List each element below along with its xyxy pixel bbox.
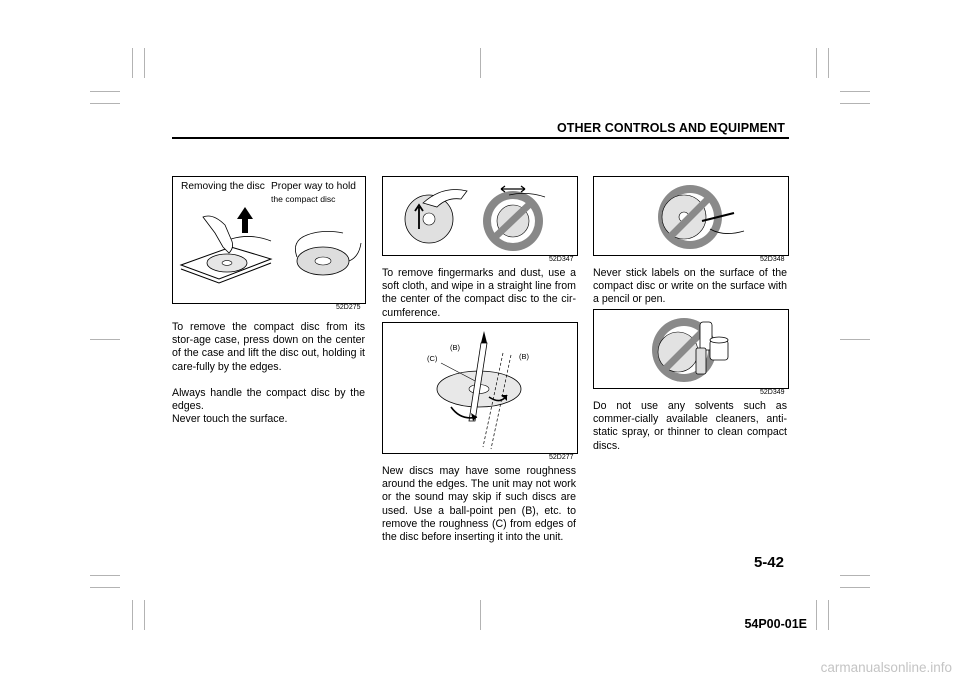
paragraph: To remove the compact disc from its stor-age case, press down on the center of the case and lift the disc out, holding it care-fully by the edges. [172,321,365,373]
disc-handling-illustration [173,177,365,303]
paragraph: Do not use any solvents such as commer-cially available cleaners, anti-static spray, or thinner to clean compact discs. [593,400,787,452]
label-b-right: (B) [519,352,529,361]
figure-code: 52D275 [336,304,361,311]
figure-disc-handling [172,176,366,304]
section-title: OTHER CONTROLS AND EQUIPMENT [556,121,785,135]
label-c: (C) [427,354,438,363]
figure-code: 52D277 [549,454,574,461]
figure-wipe-disc [382,176,578,256]
label-removing-disc: Removing the disc [181,181,265,192]
document-code: 54P00-01E [744,617,807,631]
paragraph: New discs may have some roughness around the edges. The unit may not work or the sound may skip if such discs are used. Use a ball-point pen (B), etc. to remove the roughness (C) from edges of the disc before inserting it into the unit. [382,465,576,544]
figure-no-labels [593,176,789,256]
column1-text [172,321,365,426]
pen-edge-illustration [383,323,577,453]
figure-code: 52D349 [760,389,785,396]
figure-remove-roughness [382,322,578,454]
watermark: carmanualsonline.info [820,660,952,675]
label-b-left: (B) [450,343,460,352]
no-solvents-illustration [594,310,788,388]
wipe-disc-illustration [383,177,577,255]
no-labels-illustration [594,177,788,255]
header-rule [172,137,789,139]
figure-code: 52D348 [760,256,785,263]
page-number: 5-42 [753,554,784,571]
figure-no-solvents [593,309,789,389]
figure-code: 52D347 [549,256,574,263]
label-proper-way-2: the compact disc [271,194,336,204]
label-proper-way: Proper way to hold [271,181,356,192]
paragraph: Never stick labels on the surface of the compact disc or write on the surface with a pencil or pen. [593,267,787,306]
paragraph: To remove fingermarks and dust, use a soft cloth, and wipe in a straight line from the center of the compact disc to the cir-cumference. [382,267,576,319]
paragraph: Always handle the compact disc by the edges. Never touch the surface. [172,386,365,426]
